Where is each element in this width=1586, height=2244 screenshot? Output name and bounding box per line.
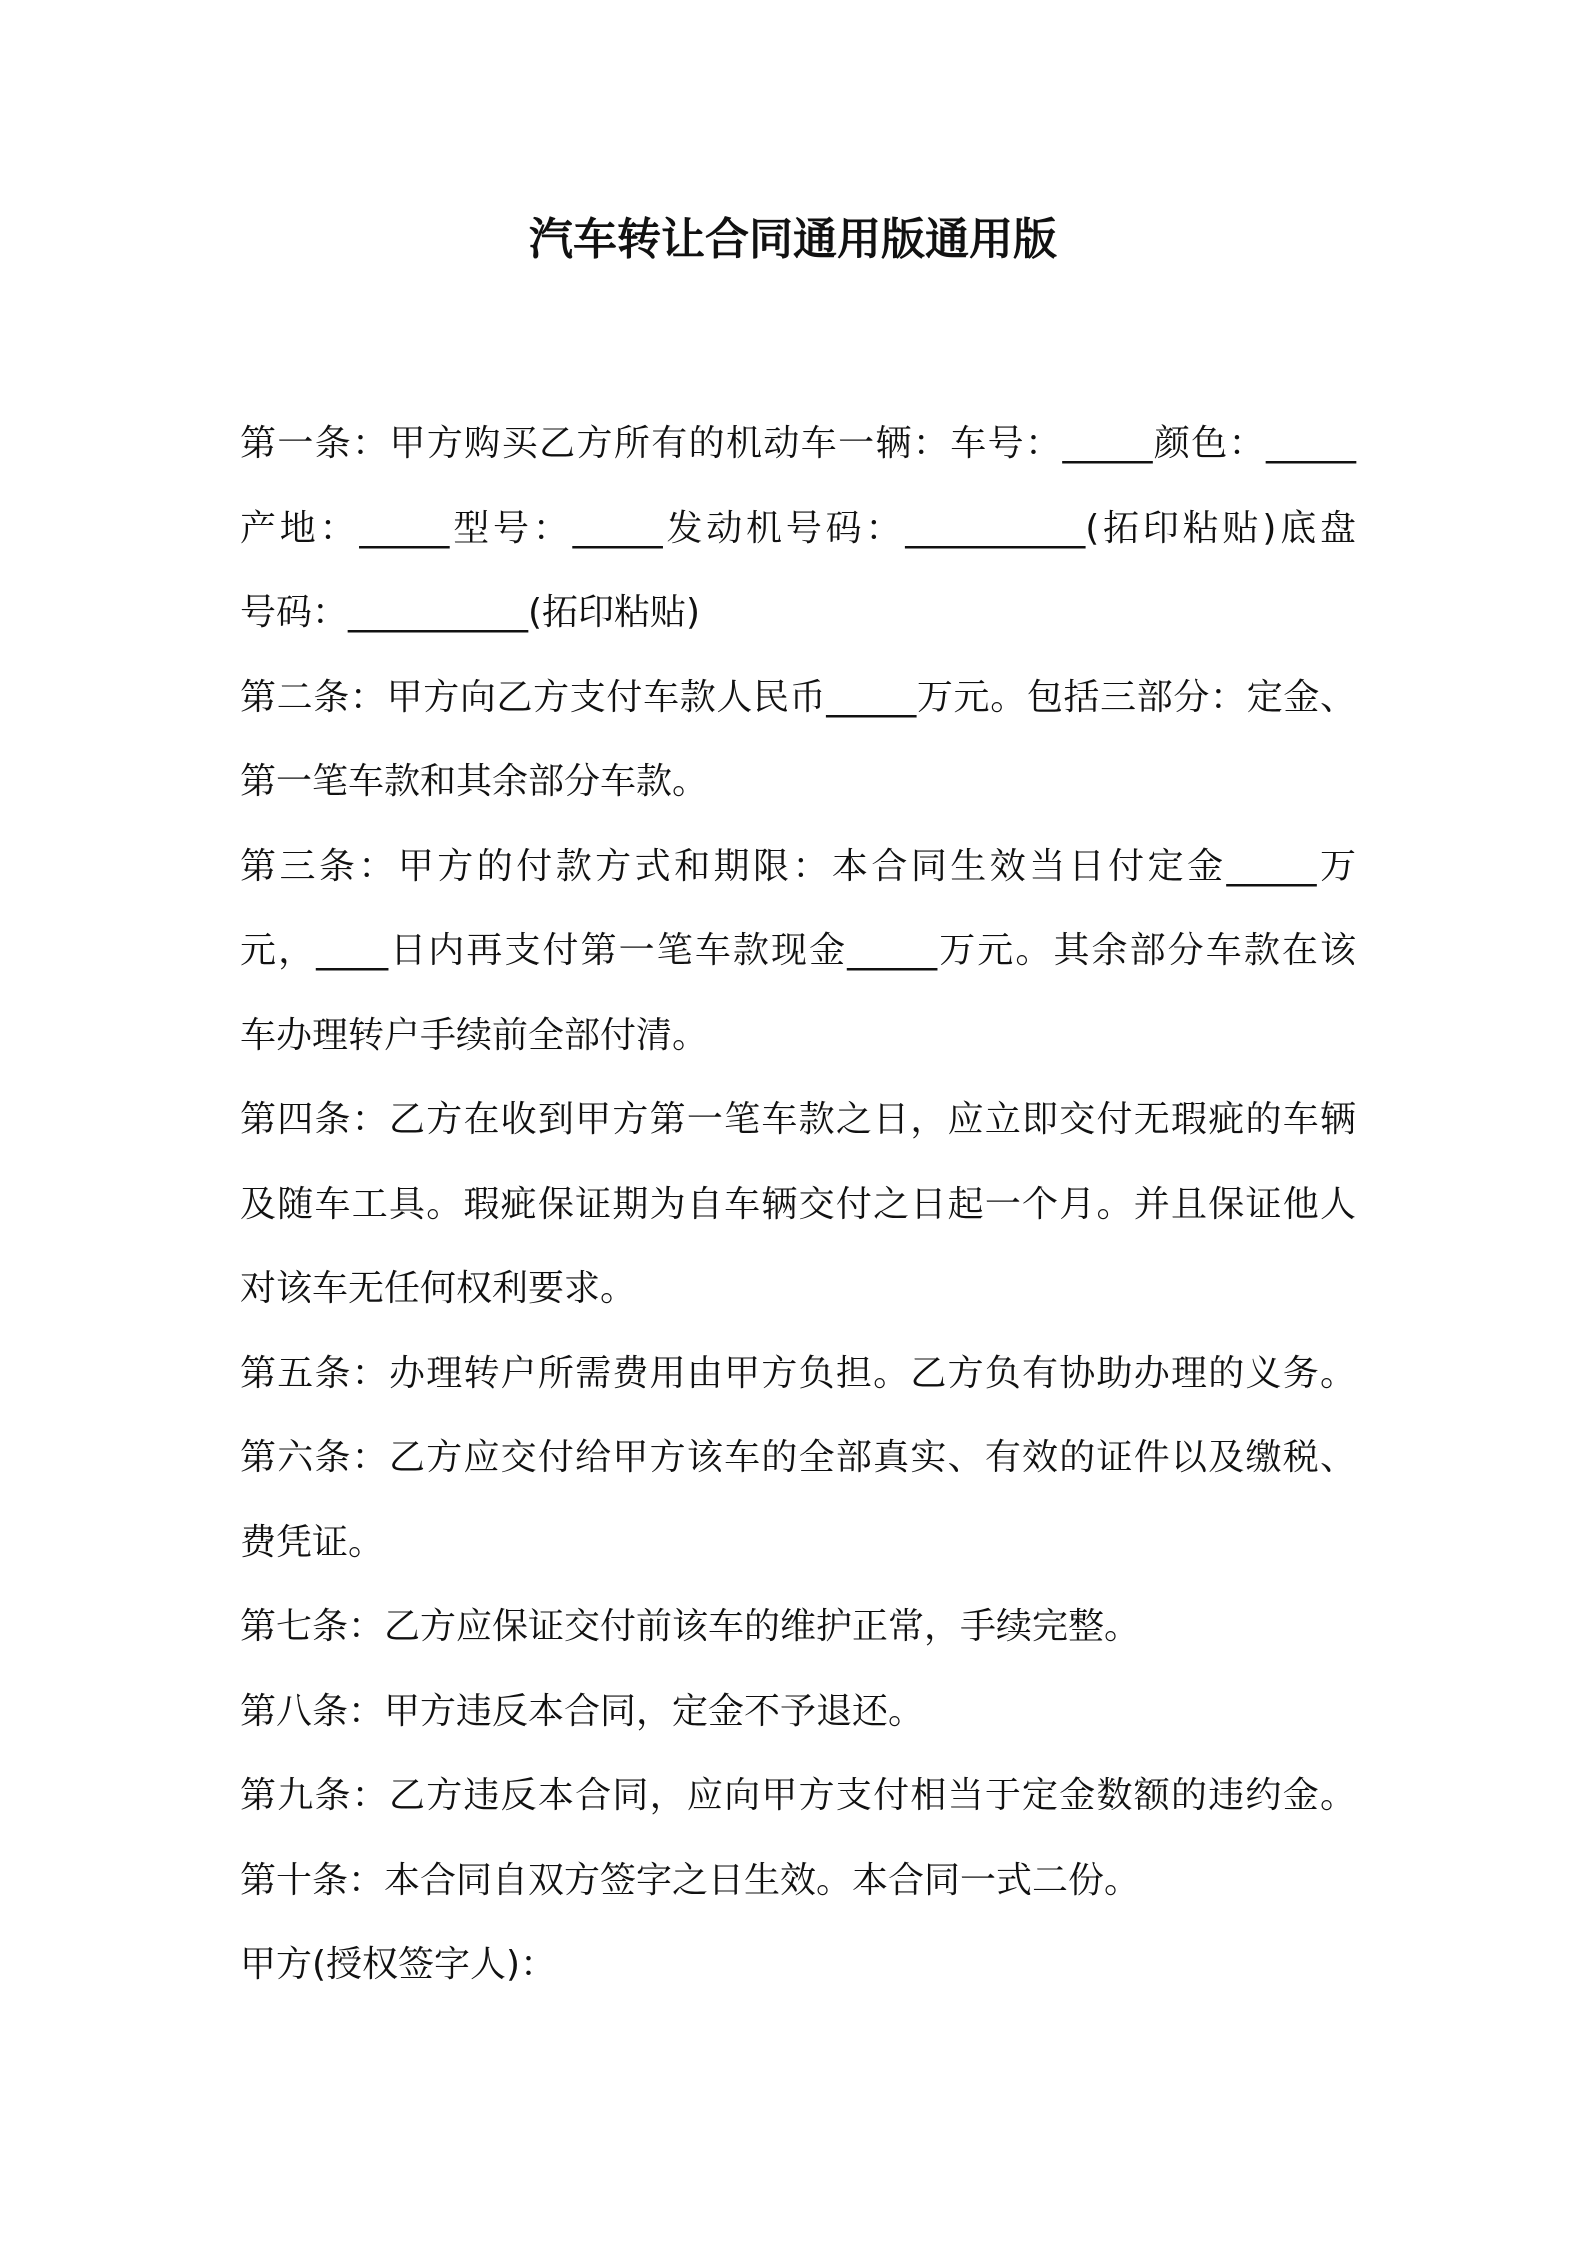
contract-text-line: 元，____日内再支付第一笔车款现金_____万元。其余部分车款在该: [240, 930, 1356, 971]
contract-text-line: 第八条：甲方违反本合同，定金不予退还。: [240, 1690, 925, 1732]
contract-text-line: 第五条：办理转户所需费用由甲方负担。乙方负有协助办理的义务。: [240, 1352, 1356, 1394]
contract-text-line: 第六条：乙方应交付给甲方该车的全部真实、有效的证件以及缴税、: [240, 1437, 1356, 1478]
contract-text-line: 第十条：本合同自双方签字之日生效。本合同一式二份。: [240, 1859, 1141, 1901]
contract-text-line: 车办理转户手续前全部付清。: [240, 1014, 709, 1056]
contract-text-line: 第一笔车款和其余部分车款。: [240, 761, 709, 802]
contract-text-line: 第七条：乙方应保证交付前该车的维护正常，手续完整。: [240, 1606, 1141, 1647]
contract-text-line: 对该车无任何权利要求。: [240, 1268, 637, 1309]
contract-text-line: 甲方(授权签字人)：: [240, 1944, 557, 1985]
contract-text-line: 产地：_____型号：_____发动机号码：__________(拓印粘贴)底盘: [240, 507, 1356, 549]
document-title: 汽车转让合同通用版通用版: [529, 214, 1057, 265]
contract-text-line: 号码：__________(拓印粘贴): [240, 592, 701, 633]
contract-text-line: 第九条：乙方违反本合同，应向甲方支付相当于定金数额的违约金。: [240, 1775, 1356, 1816]
contract-text-line: 第二条：甲方向乙方支付车款人民币_____万元。包括三部分：定金、: [240, 676, 1356, 718]
contract-text-line: 第一条：甲方购买乙方所有的机动车一辆：车号：_____颜色：_____: [240, 423, 1356, 464]
document-body: [240, 402, 1356, 2008]
contract-text-line: 费凭证。: [240, 1521, 385, 1563]
contract-text-line: 及随车工具。瑕疵保证期为自车辆交付之日起一个月。并且保证他人: [240, 1183, 1356, 1225]
contract-text-line: 第四条：乙方在收到甲方第一笔车款之日，应立即交付无瑕疵的车辆: [240, 1099, 1356, 1140]
contract-text-line: 第三条：甲方的付款方式和期限：本合同生效当日付定金_____万: [240, 845, 1356, 887]
